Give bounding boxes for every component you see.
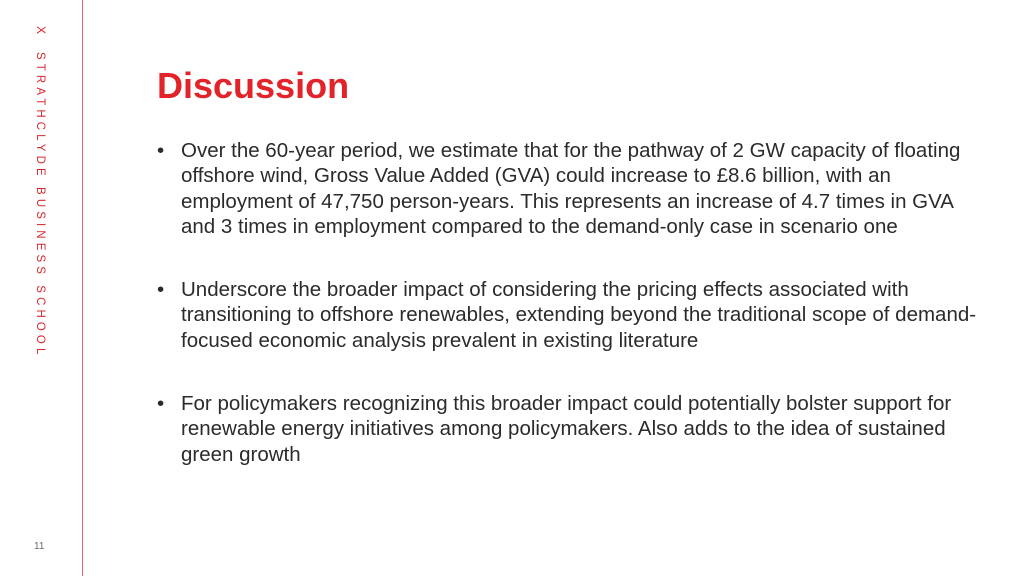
sidebar bbox=[0, 0, 82, 576]
bullet-item-policymakers bbox=[157, 391, 987, 467]
school-name: STRATHCLYDE BUSINESS SCHOOL bbox=[34, 52, 46, 359]
bullet-item-pricing-effects bbox=[157, 277, 987, 353]
bullet-dot-icon: • bbox=[157, 392, 165, 416]
bullet-item-gva-estimate bbox=[157, 138, 987, 239]
sidebar-divider bbox=[82, 0, 83, 576]
slide-title: Discussion bbox=[157, 65, 350, 106]
strathclyde-x-mark: X bbox=[34, 26, 48, 35]
bullet-dot-icon: • bbox=[157, 278, 165, 302]
bullet-text: Underscore the broader impact of considering the pricing effects associated with transitioning to offshore renewables, extending beyond the traditional scope of demand-focused economic analysis prevalent in existing literature bbox=[181, 278, 977, 352]
bullet-text: Over the 60-year period, we estimate that for the pathway of 2 GW capacity of floating offshore wind, Gross Value Added (GVA) could increase to £8.6 billion, with an employment of 47,750 person-years. This represents an increase of 4.7 times in GVA and 3 times in employment compared to the demand-only case in scenario one bbox=[181, 139, 961, 238]
sidebar-branding bbox=[34, 26, 48, 358]
bullet-text: For policymakers recognizing this broader impact could potentially bolster support for renewable energy initiatives among policymakers. Also adds to the idea of sustained green growth bbox=[181, 392, 952, 466]
bullet-list bbox=[157, 138, 987, 467]
bullet-dot-icon: • bbox=[157, 139, 165, 162]
page-number: 11 bbox=[34, 541, 45, 552]
